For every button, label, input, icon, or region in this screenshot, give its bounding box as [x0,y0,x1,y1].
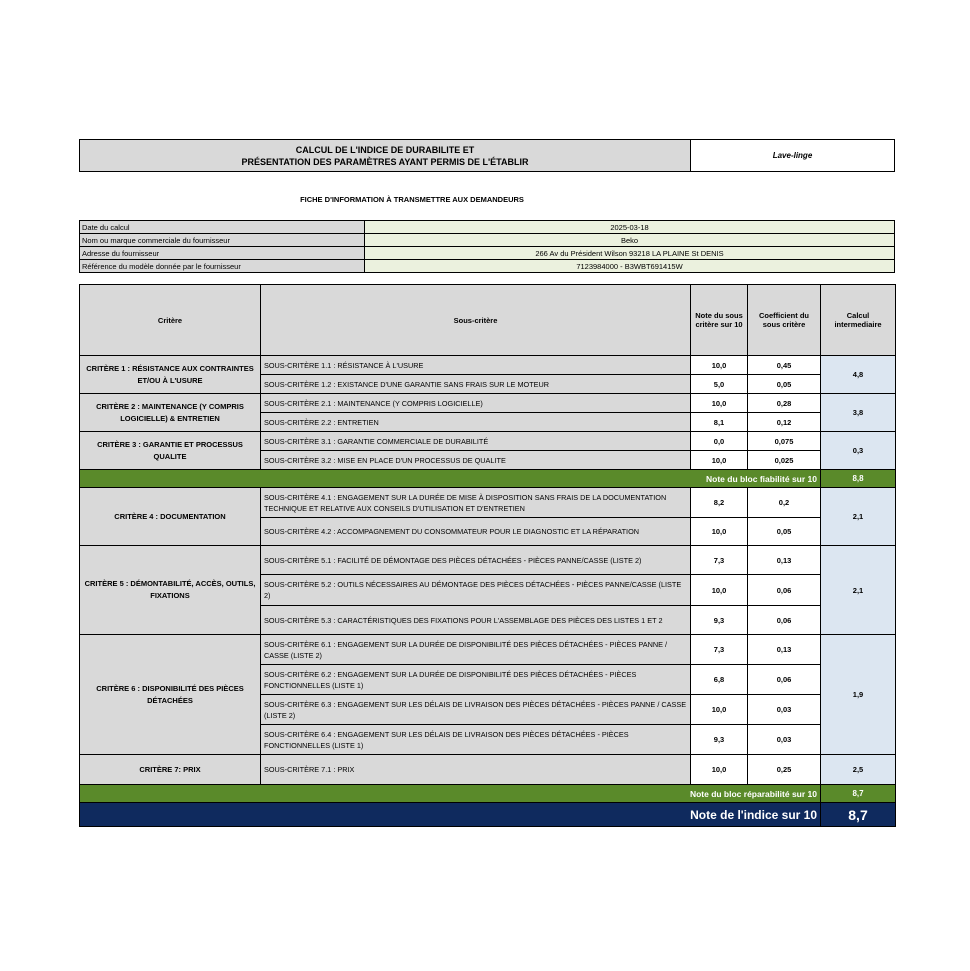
sub-criterion-note: 10,0 [691,518,748,546]
title-line-2: PRÉSENTATION DES PARAMÈTRES AYANT PERMIS DE L'ÉTABLIR [241,156,529,167]
bloc-reparabilite-value: 8,7 [821,785,896,803]
sub-criterion-coef: 0,13 [748,546,821,575]
sub-criterion-note: 10,0 [691,394,748,413]
bloc-reparabilite-row [80,785,896,803]
sub-criterion-coef: 0,03 [748,695,821,725]
sub-criterion-note: 10,0 [691,755,748,785]
table-row [80,488,896,518]
table-row [80,635,896,665]
criterion-calcul: 0,3 [821,432,896,470]
sub-criterion-note: 7,3 [691,546,748,575]
indice-value: 8,7 [821,803,896,827]
sub-criterion-coef: 0,075 [748,432,821,451]
criterion-calcul: 1,9 [821,635,896,755]
header-critere: Critère [80,285,261,356]
indice-label: Note de l'indice sur 10 [80,803,821,827]
criterion-calcul: 2,1 [821,488,896,546]
sub-criterion-note: 10,0 [691,575,748,606]
criterion-label: CRITÈRE 5 : DÉMONTABILITÉ, ACCÈS, OUTILS, FIXATIONS [80,546,261,635]
indice-row [80,803,896,827]
sub-criterion-coef: 0,03 [748,725,821,755]
criterion-label: CRITÈRE 6 : DISPONIBILITÉ DES PIÈCES DÉTACHÉES [80,635,261,755]
sub-criterion-label: SOUS-CRITÈRE 3.2 : MISE EN PLACE D'UN PROCESSUS DE QUALITE [261,451,691,470]
product-type: Lave-linge [690,139,895,172]
header-sous-critere: Sous-critère [261,285,691,356]
table-row [80,546,896,575]
sub-criterion-note: 7,3 [691,635,748,665]
header-calcul: Calcul intermediaire [821,285,896,356]
sub-criterion-label: SOUS-CRITÈRE 3.1 : GARANTIE COMMERCIALE DE DURABILITÉ [261,432,691,451]
sub-criterion-coef: 0,25 [748,755,821,785]
sub-criterion-coef: 0,45 [748,356,821,375]
bloc-fiabilite-label: Note du bloc fiabilité sur 10 [80,470,821,488]
info-label: Nom ou marque commerciale du fournisseur [80,234,365,247]
sub-criterion-coef: 0,2 [748,488,821,518]
sub-criterion-note: 10,0 [691,356,748,375]
sub-criterion-coef: 0,13 [748,635,821,665]
sub-criterion-note: 0,0 [691,432,748,451]
info-value: Beko [365,234,895,247]
criterion-calcul: 3,8 [821,394,896,432]
sub-criterion-label: SOUS-CRITÈRE 5.1 : FACILITÉ DE DÉMONTAGE DES PIÈCES DÉTACHÉES - PIÈCES PANNE/CASSE (LISTE 2) [261,546,691,575]
criterion-calcul: 4,8 [821,356,896,394]
criterion-label: CRITÈRE 4 : DOCUMENTATION [80,488,261,546]
table-row [80,755,896,785]
sub-criterion-label: SOUS-CRITÈRE 2.1 : MAINTENANCE (Y COMPRIS LOGICIELLE) [261,394,691,413]
sub-criterion-note: 8,1 [691,413,748,432]
sub-criterion-label: SOUS-CRITÈRE 7.1 : PRIX [261,755,691,785]
sub-criterion-note: 10,0 [691,695,748,725]
header-note: Note du sous critère sur 10 [691,285,748,356]
sub-criterion-note: 5,0 [691,375,748,394]
sub-criterion-label: SOUS-CRITÈRE 6.2 : ENGAGEMENT SUR LA DURÉE DE DISPONIBILITÉ DES PIÈCES DÉTACHÉES - PIÈCES FONCTIONNELLES (LISTE 1) [261,665,691,695]
info-value: 266 Av du Président Wilson 93218 LA PLAINE St DENIS [365,247,895,260]
sub-criterion-label: SOUS-CRITÈRE 4.2 : ACCOMPAGNEMENT DU CONSOMMATEUR POUR LE DIAGNOSTIC ET LA RÉPARATION [261,518,691,546]
sub-criterion-coef: 0,05 [748,518,821,546]
info-value: 7123984000 - B3WBT691415W [365,260,895,273]
info-row [80,221,895,234]
sub-criterion-label: SOUS-CRITÈRE 1.2 : EXISTANCE D'UNE GARANTIE SANS FRAIS SUR LE MOTEUR [261,375,691,394]
criterion-label: CRITÈRE 7: PRIX [80,755,261,785]
sub-criterion-label: SOUS-CRITÈRE 2.2 : ENTRETIEN [261,413,691,432]
sub-criterion-label: SOUS-CRITÈRE 1.1 : RÉSISTANCE À L'USURE [261,356,691,375]
sub-criterion-coef: 0,12 [748,413,821,432]
bloc-fiabilite-value: 8,8 [821,470,896,488]
fiche-title: FICHE D'INFORMATION À TRANSMETTRE AUX DEMANDEURS [300,195,524,204]
info-label: Adresse du fournisseur [80,247,365,260]
criterion-label: CRITÈRE 2 : MAINTENANCE (Y COMPRIS LOGICIELLE) & ENTRETIEN [80,394,261,432]
sub-criterion-label: SOUS-CRITÈRE 5.2 : OUTILS NÉCESSAIRES AU DÉMONTAGE DES PIÈCES DÉTACHÉES - PIÈCES PANNE/CASSE (LISTE 2) [261,575,691,606]
sub-criterion-coef: 0,05 [748,375,821,394]
bloc-reparabilite-label: Note du bloc réparabilité sur 10 [80,785,821,803]
sub-criterion-label: SOUS-CRITÈRE 6.1 : ENGAGEMENT SUR LA DURÉE DE DISPONIBILITÉ DES PIÈCES DÉTACHÉES - PIÈCES PANNE / CASSE (LISTE 2) [261,635,691,665]
sub-criterion-note: 9,3 [691,606,748,635]
info-row [80,260,895,273]
info-row [80,247,895,260]
header-coef: Coefficient du sous critère [748,285,821,356]
criterion-label: CRITÈRE 1 : RÉSISTANCE AUX CONTRAINTES ET/OU À L'USURE [80,356,261,394]
bloc-fiabilite-row [80,470,896,488]
table-row [80,394,896,413]
info-table [79,220,895,273]
info-value: 2025-03-18 [365,221,895,234]
criterion-calcul: 2,1 [821,546,896,635]
criterion-label: CRITÈRE 3 : GARANTIE ET PROCESSUS QUALITE [80,432,261,470]
info-label: Référence du modèle donnée par le fournisseur [80,260,365,273]
sub-criterion-coef: 0,025 [748,451,821,470]
sub-criterion-coef: 0,28 [748,394,821,413]
table-row [80,356,896,375]
sub-criterion-label: SOUS-CRITÈRE 6.3 : ENGAGEMENT SUR LES DÉLAIS DE LIVRAISON DES PIÈCES DÉTACHÉES - PIÈCES PANNE / CASSE (LISTE 2) [261,695,691,725]
sub-criterion-note: 6,8 [691,665,748,695]
sub-criterion-coef: 0,06 [748,606,821,635]
sub-criterion-coef: 0,06 [748,575,821,606]
sub-criterion-note: 9,3 [691,725,748,755]
sub-criterion-label: SOUS-CRITÈRE 5.3 : CARACTÉRISTIQUES DES FIXATIONS POUR L'ASSEMBLAGE DES PIÈCES DES LISTES 1 ET 2 [261,606,691,635]
info-label: Date du calcul [80,221,365,234]
criterion-calcul: 2,5 [821,755,896,785]
sub-criterion-coef: 0,06 [748,665,821,695]
info-row [80,234,895,247]
table-row [80,432,896,451]
sub-criterion-label: SOUS-CRITÈRE 4.1 : ENGAGEMENT SUR LA DURÉE DE MISE À DISPOSITION SANS FRAIS DE LA DOCUMENTATION TECHNIQUE ET RELATIVE AUX CONSEILS D'UTILISATION ET D'ENTRETIEN [261,488,691,518]
sub-criterion-note: 8,2 [691,488,748,518]
sub-criterion-note: 10,0 [691,451,748,470]
title-line-1: CALCUL DE L'INDICE DE DURABILITE ET [295,144,475,155]
sub-criterion-label: SOUS-CRITÈRE 6.4 : ENGAGEMENT SUR LES DÉLAIS DE LIVRAISON DES PIÈCES DÉTACHÉES - PIÈCES FONCTIONNELLES (LISTE 1) [261,725,691,755]
durability-table [79,284,896,827]
document-title [79,139,691,172]
